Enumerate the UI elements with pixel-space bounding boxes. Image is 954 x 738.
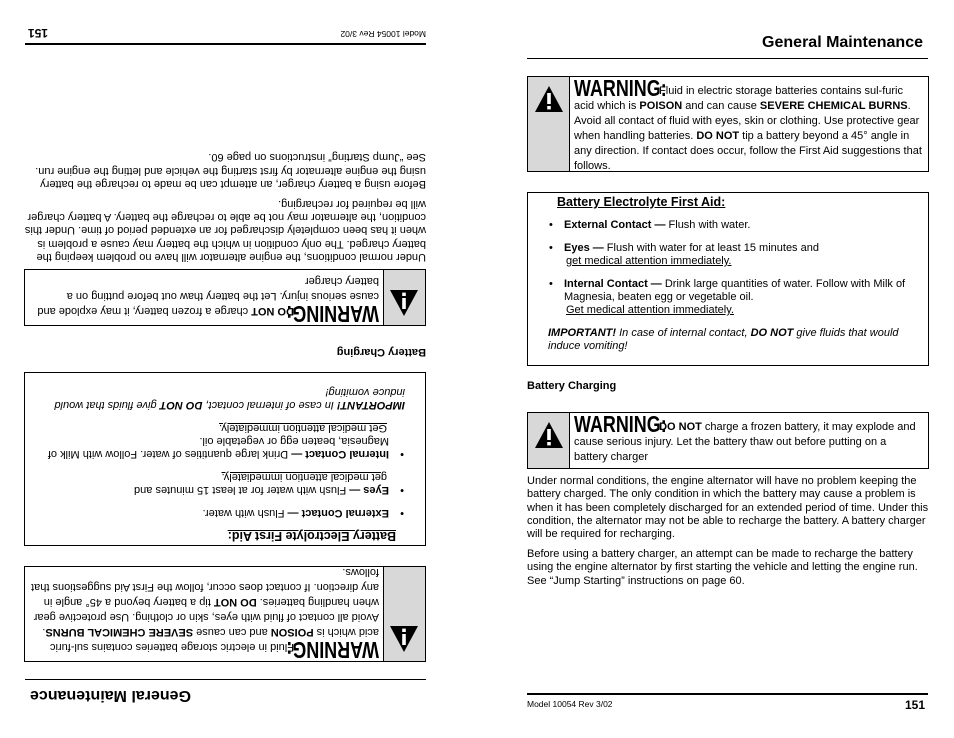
first-aid-text: Drink large quantities of water. Follow with Milk of Magnesia, beaten egg or vegetable oil. xyxy=(47,435,389,460)
warning-severe: SEVERE CHEMICAL BURNS xyxy=(759,100,908,112)
first-aid-important xyxy=(35,385,405,411)
warning-do-not: DO NOT xyxy=(696,130,740,142)
paragraph: Before using a battery charger, an attempt can be made to recharge the battery using the engine alternator by first starting the vehicle and letting the engine run. See “Jump Starting” instructions on page 60. xyxy=(35,151,426,190)
warning-severe: SEVERE CHEMICAL BURNS xyxy=(45,626,194,638)
paragraph: Before using a battery charger, an attempt can be made to recharge the battery using the engine alternator by first starting the vehicle and letting the engine run. See “Jump Starting” instructions on page 60. xyxy=(527,548,918,587)
warning-text-segment: . Avoid all contact of fluid with eyes, skin or clothing. Use protective gear when handling batteries. xyxy=(33,596,379,638)
first-aid-item xyxy=(35,421,405,460)
warning-triangle-icon xyxy=(390,625,420,653)
first-aid-title: Battery Electrolyte First Aid: xyxy=(227,529,396,543)
first-aid-important xyxy=(548,327,918,353)
important-do-not: DO NOT xyxy=(159,399,203,411)
battery-charging-heading: Battery Charging xyxy=(336,346,426,358)
page-number: 151 xyxy=(904,698,925,712)
page-number: 151 xyxy=(28,26,49,40)
important-text: give fluids that would induce vomiting! xyxy=(54,386,405,411)
first-aid-item xyxy=(35,470,405,496)
warning-text xyxy=(574,413,928,469)
warning-triangle-icon xyxy=(390,289,420,317)
first-aid-label: External Contact — xyxy=(564,219,666,231)
warning-triangle-icon xyxy=(534,85,564,113)
warning-do-not: DO NOT xyxy=(251,305,294,317)
left-page-mirrored xyxy=(20,0,440,738)
important-text: give fluids that would induce vomiting! xyxy=(548,327,899,352)
first-aid-text: Flush with water. xyxy=(665,219,751,231)
first-aid-item xyxy=(35,506,405,519)
first-aid-text: Drink large quantities of water. Follow with Milk of Magnesia, beaten egg or vegetable oil. xyxy=(564,278,906,303)
important-do-not: DO NOT xyxy=(750,327,794,339)
warning-box xyxy=(24,269,426,326)
important-label: IMPORTANT! xyxy=(336,399,405,411)
battery-charging-heading: Battery Charging xyxy=(527,380,617,392)
first-aid-box xyxy=(527,192,929,366)
warning-label: WARNING: xyxy=(286,301,379,327)
footer-model: Model 10054 Rev 3/02 xyxy=(340,29,426,39)
first-aid-note: Get medical attention immediately. xyxy=(219,422,387,434)
warning-poison: POISON xyxy=(270,626,314,638)
warning-icon-panel xyxy=(528,77,570,171)
warning-text xyxy=(25,560,379,661)
warning-text-segment: tip a battery beyond a 45° angle in any direction. If contact does occur, follow the First Aid suggestions that follows. xyxy=(31,566,379,608)
first-aid-title: Battery Electrolyte First Aid: xyxy=(557,195,726,209)
warning-do-not: DO NOT xyxy=(659,421,702,433)
first-aid-label: Eyes — xyxy=(349,484,389,496)
warning-text-segment: tip a battery beyond a 45° angle in any direction. If contact does occur, follow the First Aid suggestions that follows. xyxy=(574,130,922,172)
warning-icon-panel xyxy=(383,270,425,325)
first-aid-note: get medical attention immediately. xyxy=(221,471,387,483)
important-text: In case of internal contact, xyxy=(202,399,337,411)
warning-text-segment: charge a frozen battery, it may explode and cause serious injury. Let the battery thaw out before putting on a battery charger xyxy=(37,275,379,317)
paragraph: Under normal conditions, the engine alternator will have no problem keeping the battery charged. The only condition in which the battery may cause a problem is when it has been completely discharged for an extended period of time. Under this condition, the alternator may not be able to recharge the battery. A battery charger will be required for recharging. xyxy=(24,197,426,263)
warning-box xyxy=(24,566,426,662)
warning-text-segment: Fluid in electric storage batteries contains sul-furic acid which is xyxy=(574,85,904,112)
warning-label: WARNING: xyxy=(286,637,379,663)
first-aid-box xyxy=(24,372,426,546)
warning-text xyxy=(25,269,379,325)
warning-text xyxy=(574,77,928,178)
title-divider xyxy=(527,58,928,59)
warning-text-segment: and can cause xyxy=(682,100,760,112)
first-aid-note: get medical attention immediately. xyxy=(566,255,732,267)
warning-text-segment: . Avoid all contact of fluid with eyes, skin or clothing. Use protective gear when handling batteries. xyxy=(574,100,920,142)
warning-text-segment: and can cause xyxy=(193,626,271,638)
warning-text-segment: charge a frozen battery, it may explode and cause serious injury. Let the battery thaw out before putting on a battery charger xyxy=(574,421,916,463)
paragraph: Under normal conditions, the engine alternator will have no problem keeping the battery charged. The only condition in which the battery may cause a problem is when it has been completely discharged for an extended period of time. Under this condition, the alternator may not be able to recharge the battery. A battery charger will be required for recharging. xyxy=(527,475,929,541)
title-divider xyxy=(25,679,426,680)
first-aid-text: Flush with water. xyxy=(202,507,288,519)
first-aid-item xyxy=(548,278,918,317)
important-label: IMPORTANT! xyxy=(548,327,617,339)
first-aid-text: Flush with water for at least 15 minutes and xyxy=(134,484,350,496)
right-page xyxy=(513,0,933,738)
warning-icon-panel xyxy=(528,413,570,468)
first-aid-text: Flush with water for at least 15 minutes and xyxy=(603,242,819,254)
warning-text-segment: Fluid in electric storage batteries contains sul-furic acid which is xyxy=(49,626,379,653)
footer-model: Model 10054 Rev 3/02 xyxy=(527,699,613,709)
first-aid-label: Internal Contact — xyxy=(291,448,389,460)
first-aid-item xyxy=(548,242,918,268)
important-text: In case of internal contact, xyxy=(616,327,751,339)
first-aid-label: Eyes — xyxy=(564,242,604,254)
warning-icon-panel xyxy=(383,567,425,661)
first-aid-label: External Contact — xyxy=(287,507,389,519)
warning-label: WARNING: xyxy=(574,75,667,101)
first-aid-note: Get medical attention immediately. xyxy=(566,304,734,316)
first-aid-label: Internal Contact — xyxy=(564,278,662,290)
warning-do-not: DO NOT xyxy=(213,596,257,608)
first-aid-item xyxy=(548,219,918,232)
footer-divider xyxy=(25,43,426,45)
warning-box xyxy=(527,76,929,172)
page-title: General Maintenance xyxy=(30,687,191,704)
warning-triangle-icon xyxy=(534,421,564,449)
footer-divider xyxy=(527,693,928,695)
warning-label: WARNING: xyxy=(574,411,667,437)
warning-box xyxy=(527,412,929,469)
warning-poison: POISON xyxy=(639,100,683,112)
page-title: General Maintenance xyxy=(762,34,923,51)
